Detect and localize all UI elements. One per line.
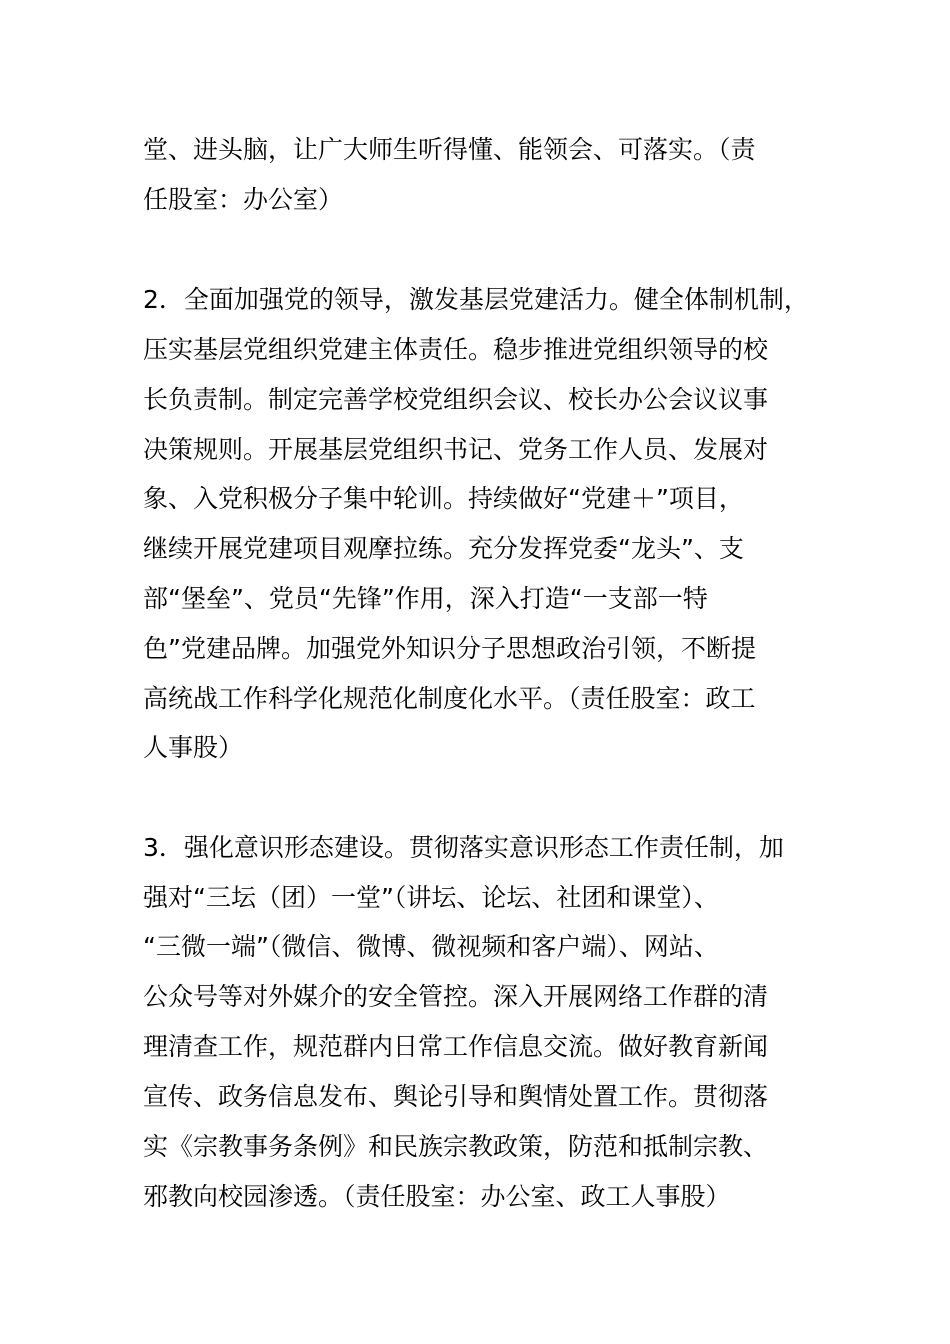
text-line: 任股室：办公室） [143, 185, 344, 214]
text-line: 公众号等对外媒介的安全管控。深入开展网络工作群的清 [143, 982, 769, 1011]
text-line: 3．强化意识形态建设。贯彻落实意识形态工作责任制，加 [143, 833, 784, 862]
text-line: 继续开展党建项目观摩拉练。充分发挥党委“龙头”、支 [143, 534, 744, 563]
text-line: “三微一端”（微信、微博、微视频和客户端）、网站、 [143, 932, 719, 961]
text-line: 部“堡垒”、党员“先锋”作用，深入打造“一支部一特 [143, 584, 708, 613]
text-line: 象、入党积极分子集中轮训。持续做好“党建＋”项目， [143, 484, 744, 513]
text-line: 实《宗教事务条例》和民族宗教政策，防范和抵制宗教、 [143, 1132, 769, 1161]
text-line: 理清查工作，规范群内日常工作信息交流。做好教育新闻 [143, 1032, 769, 1061]
text-line: 堂、进头脑，让广大师生听得懂、能领会、可落实。（责 [143, 135, 756, 164]
text-line: 人事股） [143, 733, 244, 762]
text-line: 色”党建品牌。加强党外知识分子思想政治引领，不断提 [143, 634, 756, 663]
text-line: 2．全面加强党的领导，激发基层党建活力。健全体制机制， [143, 285, 809, 314]
text-line: 宣传、政务信息发布、舆论引导和舆情处置工作。贯彻落 [143, 1082, 769, 1111]
text-line: 邪教向校园渗透。（责任股室：办公室、政工人事股） [143, 1182, 731, 1211]
text-line: 高统战工作科学化规范化制度化水平。（责任股室：政工 [143, 684, 756, 713]
text-line: 决策规则。开展基层党组织书记、党务工作人员、发展对 [143, 435, 769, 464]
text-line: 长负责制。制定完善学校党组织会议、校长办公会议议事 [143, 385, 769, 414]
text-line: 强对“三坛（团）一堂”（讲坛、论坛、社团和课堂）、 [143, 883, 719, 912]
text-line: 压实基层党组织党建主体责任。稳步推进党组织领导的校 [143, 335, 769, 364]
